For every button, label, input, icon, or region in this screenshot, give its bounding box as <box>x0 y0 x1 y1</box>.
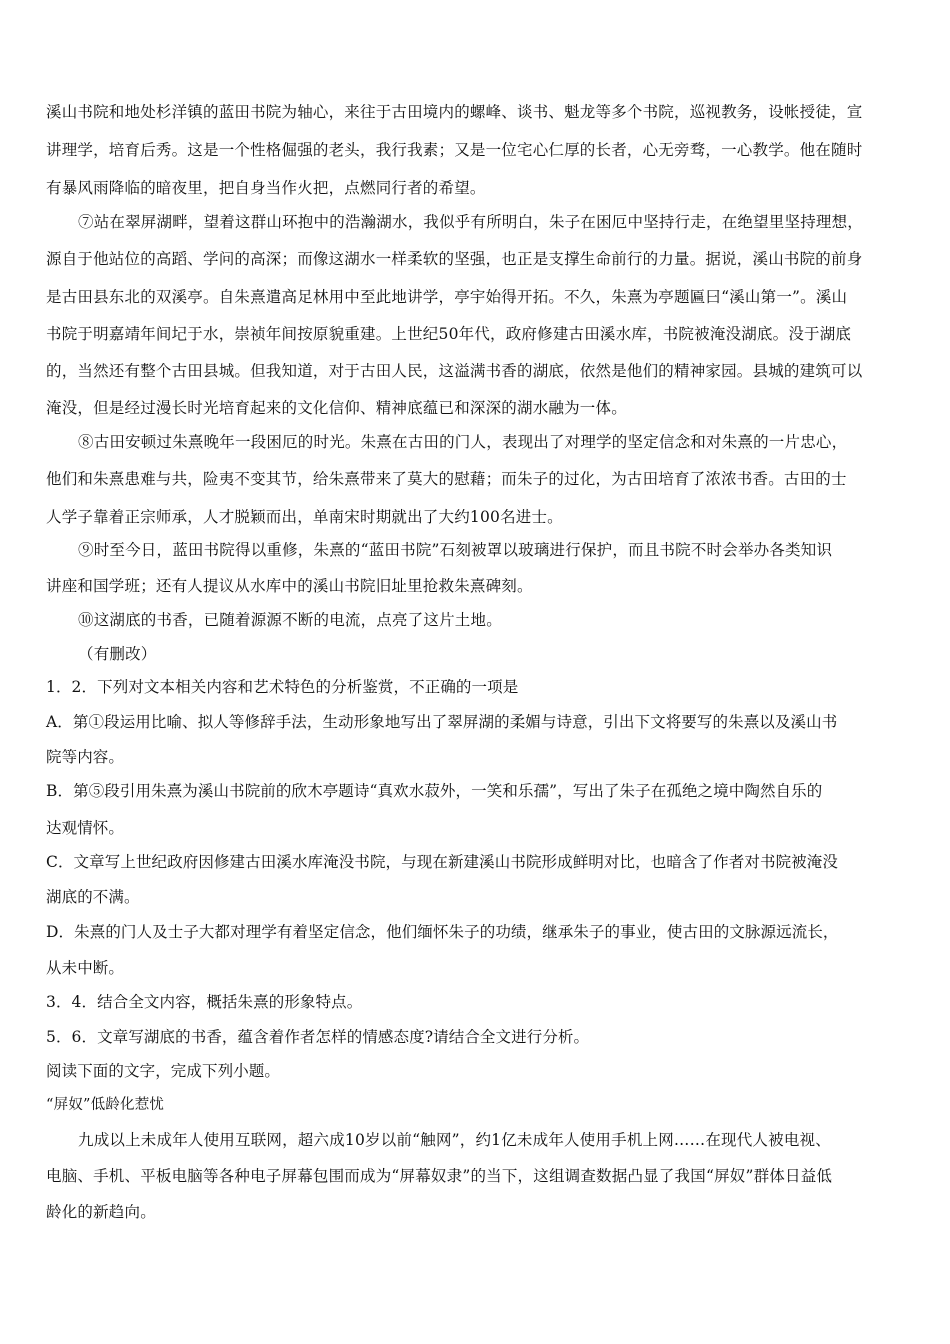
question-1-2: 1．2．下列对文本相关内容和艺术特色的分析鉴赏，不正确的一项是 <box>46 678 519 696</box>
paragraph-8-start: ⑧古田安顿过朱熹晚年一段困厄的时光。朱熹在古田的门人，表现出了对理学的坚定信念和对朱熹的一片忠心， <box>78 433 848 451</box>
article2-line: 九成以上未成年人使用互联网，超六成10岁以前“触网”，约1亿未成年人使用手机上网……在现代人被电视、 <box>78 1131 831 1149</box>
article-line: 书院于明嘉靖年间圮于水，崇祯年间按原貌重建。上世纪50年代，政府修建古田溪水库，书院被淹没湖底。没于湖底 <box>46 325 852 343</box>
source-note: （有删改） <box>78 645 157 663</box>
article-line: 溪山书院和地处杉洋镇的蓝田书院为轴心，来往于古田境内的螺峰、谈书、魁龙等多个书院，巡视教务，设帐授徒，宣 <box>46 103 863 121</box>
article2-line: 龄化的新趋向。 <box>46 1203 156 1221</box>
article-line: 讲理学，培育后秀。这是一个性格倔强的老头，我行我素；又是一位宅心仁厚的长者，心无旁骛，一心教学。他在随时 <box>46 141 863 159</box>
question-3-4: 3．4．结合全文内容，概括朱熹的形象特点。 <box>46 993 363 1011</box>
option-a: A．第①段运用比喻、拟人等修辞手法，生动形象地写出了翠屏湖的柔媚与诗意，引出下文将要写的朱熹以及溪山书 <box>46 713 838 731</box>
article-line: 淹没，但是经过漫长时光培育起来的文化信仰、精神底蕴已和深深的湖水融为一体。 <box>46 399 627 417</box>
article-line: 他们和朱熹患难与共，险夷不变其节，给朱熹带来了莫大的慰藉；而朱子的过化，为古田培育了浓浓书香。古田的士 <box>46 470 847 488</box>
option-a-cont: 院等内容。 <box>46 748 125 766</box>
option-c: C．文章写上世纪政府因修建古田溪水库淹没书院，与现在新建溪山书院形成鲜明对比，也暗含了作者对书院被淹没 <box>46 853 838 871</box>
article-title: “屏奴”低龄化惹忧 <box>46 1097 165 1113</box>
paragraph-7-start: ⑦站在翠屏湖畔，望着这群山环抱中的浩瀚湖水，我似乎有所明白，朱子在困厄中坚持行走，在绝望里坚持理想， <box>78 213 864 231</box>
article-line: 讲座和国学班；还有人提议从水库中的溪山书院旧址里抢救朱熹碑刻。 <box>46 577 533 595</box>
option-c-cont: 湖底的不满。 <box>46 888 140 906</box>
article-line: 是古田县东北的双溪亭。自朱熹遣高足林用中至此地讲学，亭宇始得开拓。不久，朱熹为亭题匾曰“溪山第一”。溪山 <box>46 288 848 306</box>
paragraph-10: ⑩这湖底的书香，已随着源源不断的电流，点亮了这片土地。 <box>78 611 502 629</box>
question-5-6: 5．6．文章写湖底的书香，蕴含着作者怎样的情感态度?请结合全文进行分析。 <box>46 1028 590 1046</box>
option-d: D．朱熹的门人及士子大都对理学有着坚定信念，他们缅怀朱子的功绩，继承朱子的事业，使古田的文脉源远流长， <box>46 923 839 941</box>
article-line: 的，当然还有整个古田县城。但我知道，对于古田人民，这溢满书香的湖底，依然是他们的精神家园。县城的建筑可以 <box>46 362 863 380</box>
option-b-cont: 达观情怀。 <box>46 819 125 837</box>
option-b: B．第⑤段引用朱熹为溪山书院前的欣木亭题诗“真欢水菽外，一笑和乐孺”，写出了朱子在孤绝之境中陶然自乐的 <box>46 782 823 800</box>
article-line: 有暴风雨降临的暗夜里，把自身当作火把，点燃同行者的希望。 <box>46 179 486 197</box>
article-line: 人学子靠着正宗师承，人才脱颖而出，单南宋时期就出了大约100名进士。 <box>46 508 563 526</box>
article-line: 源自于他站位的高蹈、学问的高深；而像这湖水一样柔软的坚强，也正是支撑生命前行的力量。据说，溪山书院的前身 <box>46 250 863 268</box>
article2-line: 电脑、手机、平板电脑等各种电子屏幕包围而成为“屏幕奴隶”的当下，这组调查数据凸显了我国“屏奴”群体日益低 <box>46 1167 833 1185</box>
reading-instruction: 阅读下面的文字，完成下列小题。 <box>46 1062 281 1080</box>
paragraph-9-start: ⑨时至今日，蓝田书院得以重修，朱熹的“蓝田书院”石刻被罩以玻璃进行保护，而且书院不时会举办各类知识 <box>78 541 833 559</box>
option-d-cont: 从未中断。 <box>46 959 125 977</box>
